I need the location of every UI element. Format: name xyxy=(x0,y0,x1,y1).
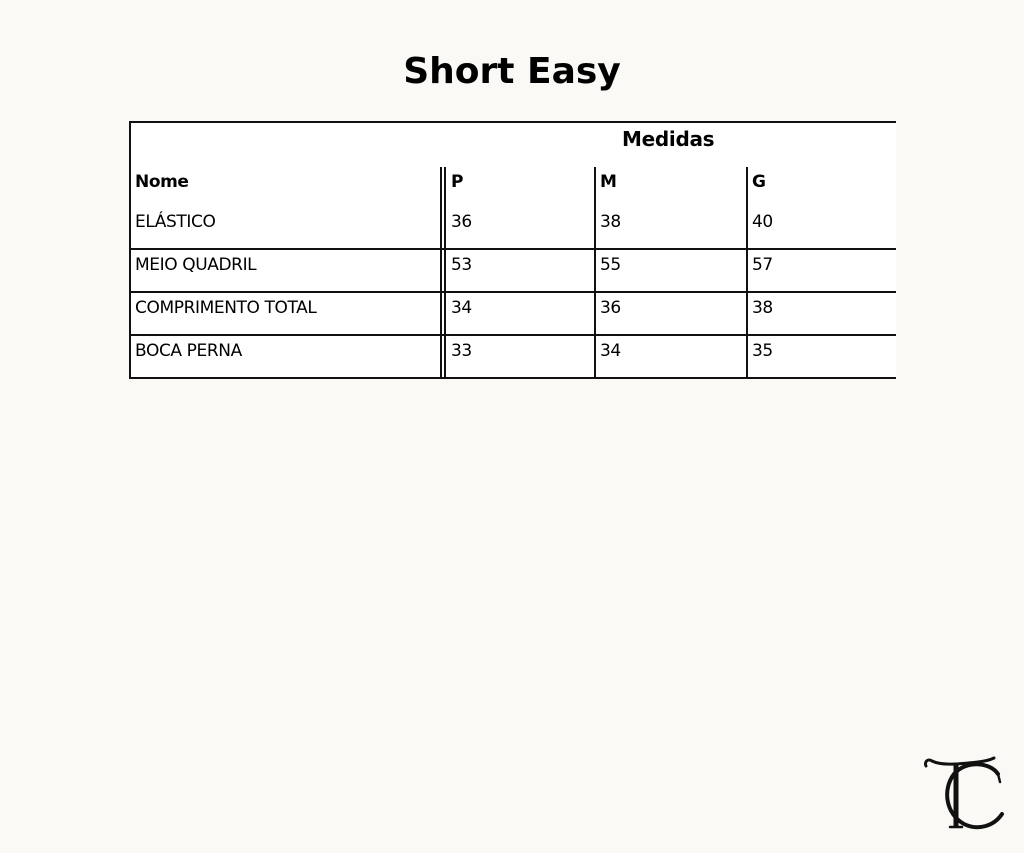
table-top-border xyxy=(129,121,896,123)
column-header-m: M xyxy=(600,172,617,192)
row-divider-2 xyxy=(129,291,896,293)
table-cell-p: 53 xyxy=(451,255,472,275)
table-cell-m: 34 xyxy=(600,341,621,361)
column-header-g: G xyxy=(752,172,766,192)
measurements-group-header: Medidas xyxy=(622,127,715,151)
table-cell-p: 36 xyxy=(451,212,472,232)
tc-monogram-logo xyxy=(920,752,1008,834)
page-title: Short Easy xyxy=(403,51,621,92)
table-cell-m: 36 xyxy=(600,298,621,318)
column-divider-double-a xyxy=(440,167,442,379)
column-header-p: P xyxy=(451,172,464,192)
table-cell-p: 34 xyxy=(451,298,472,318)
table-cell-m: 38 xyxy=(600,212,621,232)
column-divider-m-g xyxy=(746,167,748,379)
table-cell-p: 33 xyxy=(451,341,472,361)
column-header-name: Nome xyxy=(135,172,189,192)
table-left-border xyxy=(129,121,131,379)
table-row-name: COMPRIMENTO TOTAL xyxy=(135,298,317,318)
table-cell-g: 35 xyxy=(752,341,773,361)
table-cell-g: 38 xyxy=(752,298,773,318)
table-row-name: BOCA PERNA xyxy=(135,341,242,361)
table-cell-m: 55 xyxy=(600,255,621,275)
table-cell-g: 40 xyxy=(752,212,773,232)
table-row-name: MEIO QUADRIL xyxy=(135,255,257,275)
column-divider-p-m xyxy=(594,167,596,379)
table-row-name: ELÁSTICO xyxy=(135,212,216,232)
row-divider-3 xyxy=(129,334,896,336)
size-table xyxy=(129,121,896,379)
table-bottom-border xyxy=(129,377,896,379)
column-divider-double-b xyxy=(444,167,446,379)
row-divider-1 xyxy=(129,248,896,250)
table-cell-g: 57 xyxy=(752,255,773,275)
